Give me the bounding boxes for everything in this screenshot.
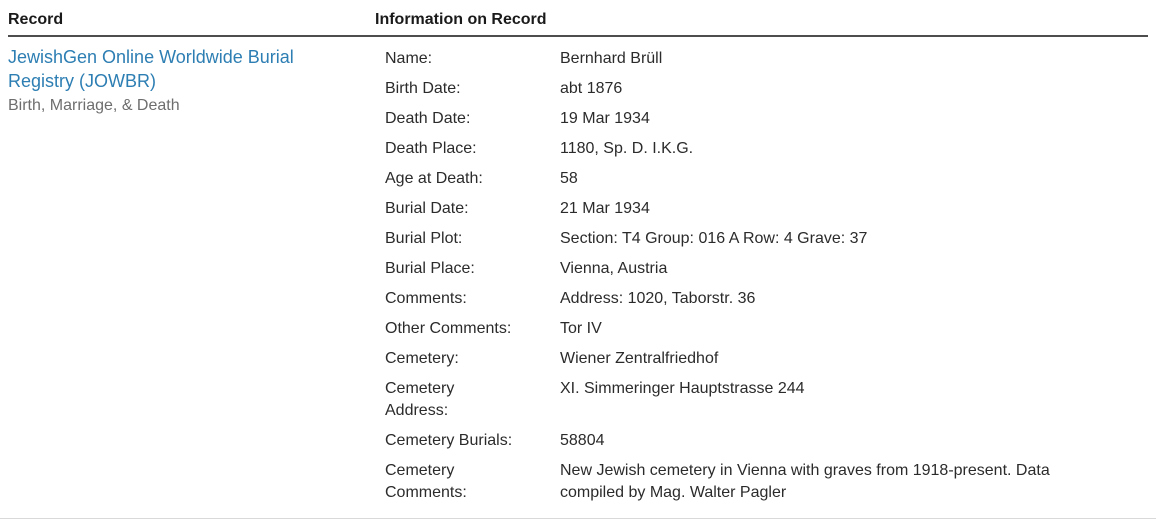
field-value: Section: T4 Group: 016 A Row: 4 Grave: 37 — [560, 230, 868, 247]
field-label: Death Place: — [385, 140, 477, 157]
field-value: 21 Mar 1934 — [560, 200, 650, 217]
field-label: Cemetery Address: — [385, 380, 455, 419]
field-label: Name: — [385, 50, 433, 67]
record-field-row — [385, 318, 1148, 340]
record-field-row — [385, 48, 1148, 70]
record-information-cell — [367, 45, 1148, 504]
field-value: 58 — [560, 170, 578, 187]
record-fields — [375, 45, 1148, 504]
field-label: Death Date: — [385, 110, 471, 127]
record-field-row — [385, 108, 1148, 130]
record-field-row — [385, 378, 1148, 422]
record-field-row — [385, 348, 1148, 370]
record-source-cell — [8, 45, 367, 504]
record-category-label: Birth, Marriage, & Death — [8, 97, 180, 114]
field-value: Wiener Zentralfriedhof — [560, 350, 719, 367]
table-header-row — [8, 0, 1148, 37]
field-label: Cemetery: — [385, 350, 459, 367]
field-value: 1180, Sp. D. I.K.G. — [560, 140, 694, 157]
record-source-link[interactable]: JewishGen Online Worldwide Burial Registry (JOWBR) — [8, 47, 294, 91]
field-label: Cemetery Burials: — [385, 432, 513, 449]
field-value: 58804 — [560, 432, 605, 449]
field-label: Other Comments: — [385, 320, 512, 337]
field-label: Burial Plot: — [385, 230, 463, 247]
field-label: Age at Death: — [385, 170, 483, 187]
field-label: Burial Date: — [385, 200, 469, 217]
field-value: 19 Mar 1934 — [560, 110, 650, 127]
record-field-row — [385, 460, 1148, 504]
field-label: Burial Place: — [385, 260, 475, 277]
record-field-row — [385, 258, 1148, 280]
field-value: New Jewish cemetery in Vienna with graves from 1918-present. Data compiled by Mag. Walter Pagler — [560, 462, 1050, 501]
record-field-row — [385, 228, 1148, 250]
record-field-row — [385, 430, 1148, 452]
record-body-row — [8, 37, 1148, 518]
record-field-row — [385, 78, 1148, 100]
field-label: Comments: — [385, 290, 467, 307]
column-header-record: Record — [8, 11, 64, 28]
field-value: Bernhard Brüll — [560, 50, 663, 67]
field-label: Cemetery Comments: — [385, 462, 467, 501]
column-header-information-on-record: Information on Record — [375, 11, 547, 28]
record-field-row — [385, 138, 1148, 160]
record-field-row — [385, 288, 1148, 310]
field-value: abt 1876 — [560, 80, 623, 97]
record-field-row — [385, 198, 1148, 220]
field-value: XI. Simmeringer Hauptstrasse 244 — [560, 380, 805, 397]
field-label: Birth Date: — [385, 80, 461, 97]
field-value: Tor IV — [560, 320, 602, 337]
record-field-row — [385, 168, 1148, 190]
field-value: Address: 1020, Taborstr. 36 — [560, 290, 756, 307]
field-value: Vienna, Austria — [560, 260, 668, 277]
